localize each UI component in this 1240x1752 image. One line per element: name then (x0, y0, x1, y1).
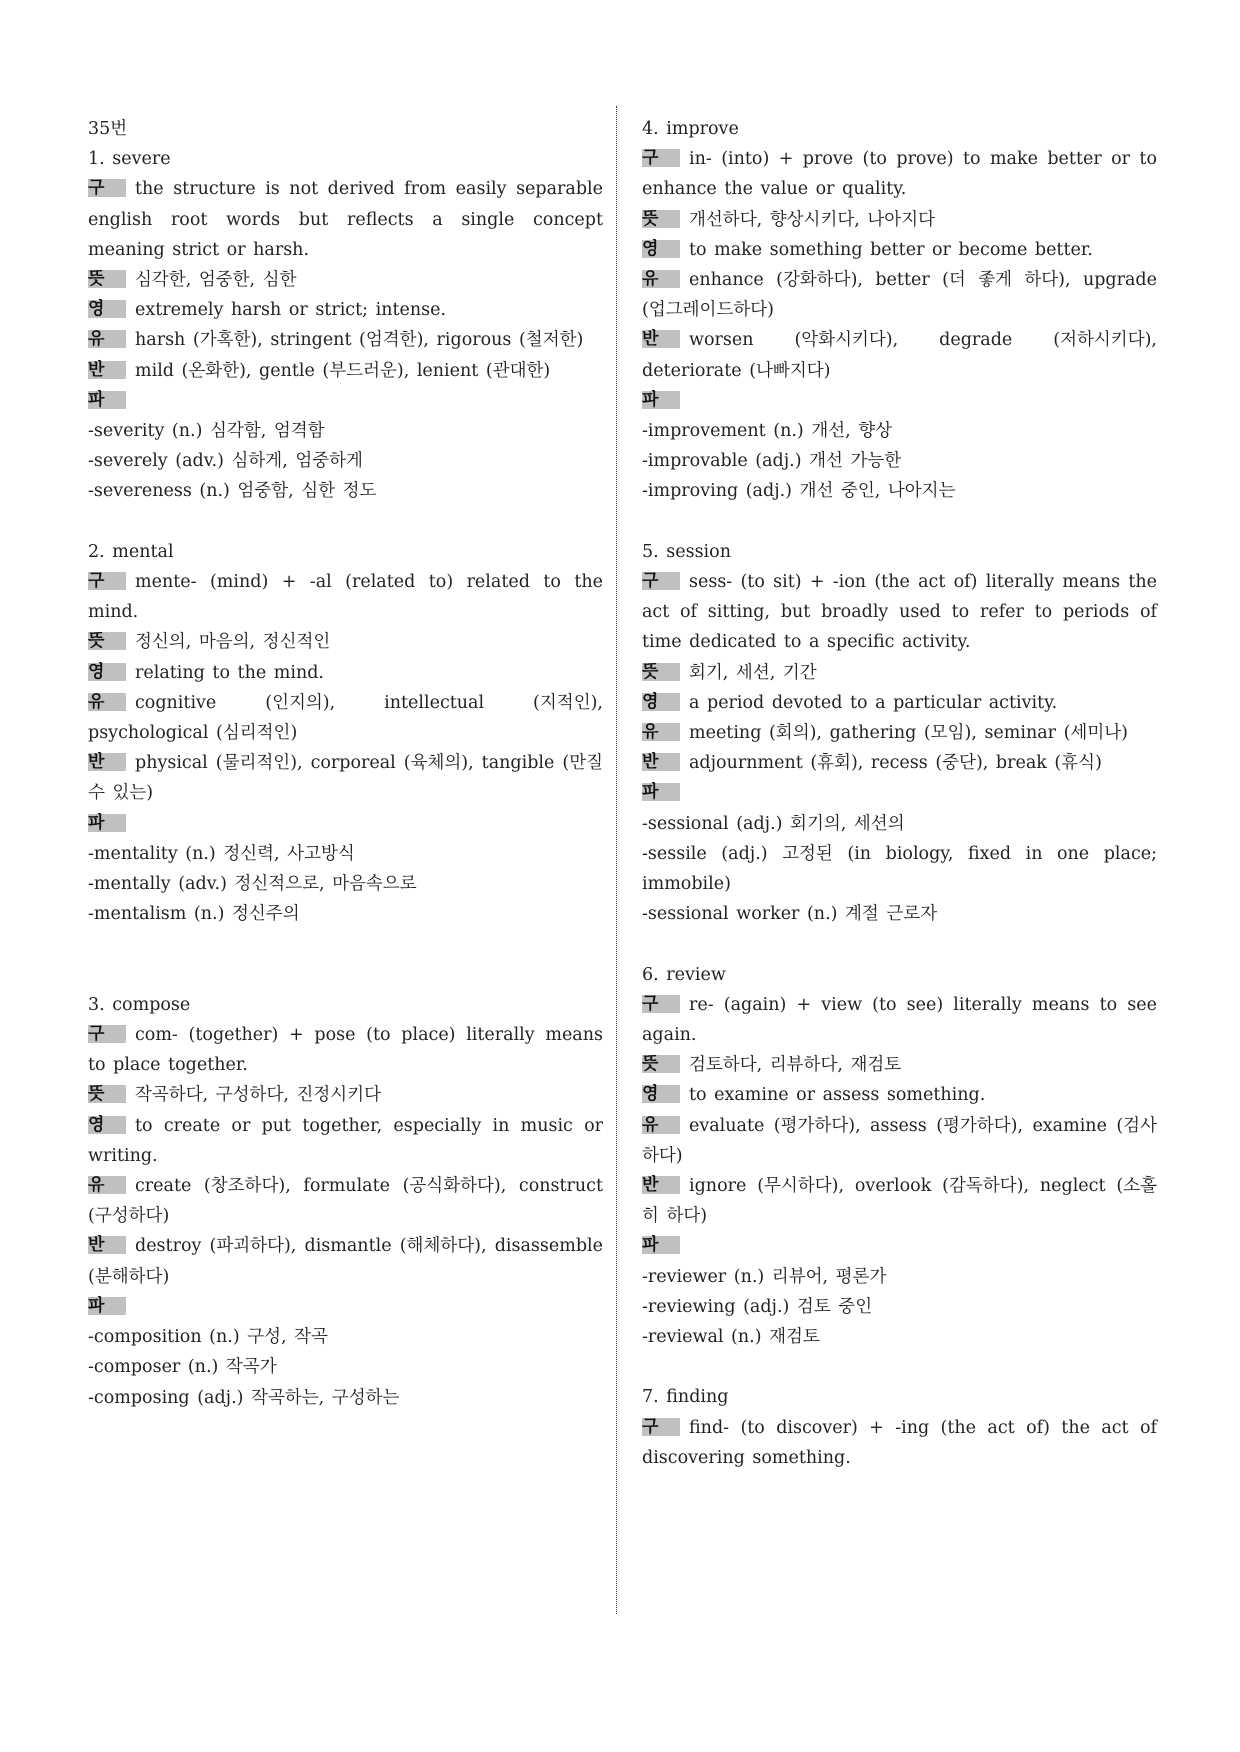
vocab-entry-mental (88, 537, 603, 930)
meaning-row (88, 627, 603, 657)
derivative-item: -mentally (adv.) 정신적으로, 마음속으로 (88, 874, 417, 895)
derivatives-row (642, 778, 1157, 808)
derivative-item: -reviewer (n.) 리뷰어, 평론가 (642, 1266, 887, 1287)
derivatives-row (642, 386, 1157, 416)
derivative-item: -severity (n.) 심각함, 엄격함 (88, 421, 325, 442)
antonyms-text: worsen (악화시키다), degrade (저하시키다), deteriorate (나빠지다) (642, 330, 1157, 381)
synonyms-row (88, 688, 603, 748)
structure-text: sess- (to sit) + -ion (the act of) literally means the act of sitting, but broadly used to refer to periods of time dedicated to a specific activity. (642, 572, 1157, 653)
structure-badge: 구 (642, 149, 680, 167)
meaning-row (642, 658, 1157, 688)
right-column (642, 114, 1157, 1473)
antonyms-text: mild (온화한), gentle (부드러운), lenient (관대한) (135, 360, 551, 381)
derivative-item: -severely (adv.) 심하게, 엄중하게 (88, 451, 363, 472)
antonyms-row (88, 748, 603, 808)
vocab-entry-improve (642, 114, 1157, 507)
synonyms-row (88, 1171, 603, 1231)
derivatives-row (88, 386, 603, 416)
synonyms-text: evaluate (평가하다), assess (평가하다), examine (검사하다) (642, 1115, 1157, 1166)
structure-text: find- (to discover) + -ing (the act of) the act of discovering something. (642, 1417, 1157, 1468)
synonyms-text: meeting (회의), gathering (모임), seminar (세미나) (689, 723, 1128, 744)
meaning-row (88, 1080, 603, 1110)
synonyms-badge: 유 (88, 1176, 126, 1194)
entry-spacer (642, 507, 1157, 537)
derivatives-row (642, 1231, 1157, 1261)
structure-row (642, 567, 1157, 658)
synonyms-row (642, 265, 1157, 325)
meaning-text: 작곡하다, 구성하다, 진정시키다 (135, 1085, 382, 1106)
meaning-row (88, 265, 603, 295)
meaning-text: 회기, 세션, 기간 (689, 662, 817, 683)
meaning-badge: 뜻 (642, 663, 680, 681)
structure-badge: 구 (642, 1418, 680, 1436)
english-text: extremely harsh or strict; intense. (135, 300, 447, 321)
structure-badge: 구 (88, 179, 126, 197)
vocab-entry-session (642, 537, 1157, 930)
english-text: relating to the mind. (135, 662, 324, 683)
english-badge: 영 (642, 240, 680, 258)
meaning-row (642, 205, 1157, 235)
entry-spacer (88, 929, 603, 989)
derivative-item: -composition (n.) 구성, 작곡 (88, 1327, 328, 1348)
meaning-badge: 뜻 (642, 1055, 680, 1073)
structure-badge: 구 (642, 572, 680, 590)
derivative-item: -improvable (adj.) 개선 가능한 (642, 451, 902, 472)
english-badge: 영 (88, 663, 126, 681)
antonyms-badge: 반 (88, 361, 126, 379)
structure-text: mente- (mind) + -al (related to) related to the mind. (88, 572, 603, 623)
synonyms-text: cognitive (인지의), intellectual (지적인), psychological (심리적인) (88, 692, 603, 744)
synonyms-text: enhance (강화하다), better (더 좋게 하다), upgrade (업그레이드하다) (642, 270, 1157, 321)
english-row (642, 235, 1157, 265)
english-row (88, 295, 603, 325)
antonyms-row (88, 356, 603, 386)
english-row (642, 1080, 1157, 1110)
derivative-item: -sessile (adj.) 고정된 (in biology, fixed in one place; immobile) (642, 843, 1157, 895)
entry-spacer (88, 507, 603, 537)
vocab-entry-finding (642, 1382, 1157, 1473)
antonyms-row (88, 1231, 603, 1291)
synonyms-row (88, 325, 603, 355)
derivatives-badge: 파 (88, 1297, 126, 1315)
english-row (88, 1111, 603, 1171)
structure-row (642, 1413, 1157, 1473)
meaning-text: 정신의, 마음의, 정신적인 (135, 632, 331, 653)
meaning-row (642, 1050, 1157, 1080)
derivative-item: -mentality (n.) 정신력, 사고방식 (88, 843, 355, 864)
meaning-badge: 뜻 (88, 270, 126, 288)
entry-heading: 4. improve (642, 119, 739, 139)
synonyms-badge: 유 (88, 693, 126, 711)
structure-badge: 구 (642, 995, 680, 1013)
synonyms-badge: 유 (642, 270, 680, 288)
structure-row (88, 174, 603, 265)
entry-spacer (642, 1352, 1157, 1382)
entry-heading: 1. severe (88, 149, 171, 170)
derivatives-row (88, 1292, 603, 1322)
meaning-text: 개선하다, 향상시키다, 나아지다 (689, 209, 936, 230)
english-badge: 영 (88, 300, 126, 318)
meaning-badge: 뜻 (88, 1085, 126, 1103)
structure-row (88, 567, 603, 627)
synonyms-badge: 유 (88, 330, 126, 348)
vocab-entry-review (642, 960, 1157, 1353)
derivative-item: -sessional (adj.) 회기의, 세션의 (642, 813, 905, 834)
entry-heading: 2. mental (88, 541, 174, 562)
structure-text: the structure is not derived from easily separable english root words but reflects a single concept meaning strict or harsh. (88, 179, 603, 260)
derivative-item: -improving (adj.) 개선 중인, 나아지는 (642, 481, 956, 502)
derivatives-badge: 파 (642, 783, 680, 801)
antonyms-badge: 반 (642, 1176, 680, 1194)
derivative-item: -mentalism (n.) 정신주의 (88, 904, 300, 925)
antonyms-row (642, 325, 1157, 385)
synonyms-row (642, 718, 1157, 748)
derivatives-badge: 파 (88, 391, 126, 409)
derivative-item: -composing (adj.) 작곡하는, 구성하는 (88, 1387, 400, 1408)
entry-spacer (642, 929, 1157, 959)
antonyms-text: ignore (무시하다), overlook (감독하다), neglect (소홀히 하다) (642, 1176, 1157, 1227)
english-text: a period devoted to a particular activity. (689, 692, 1058, 713)
synonyms-badge: 유 (642, 1116, 680, 1134)
derivative-item: -composer (n.) 작곡가 (88, 1357, 277, 1378)
derivatives-badge: 파 (88, 814, 126, 832)
structure-badge: 구 (88, 572, 126, 590)
meaning-text: 심각한, 엄중한, 심한 (135, 270, 297, 291)
meaning-badge: 뜻 (88, 632, 126, 650)
antonyms-text: physical (물리적인), corporeal (육체의), tangible (만질 수 있는) (88, 753, 603, 804)
meaning-badge: 뜻 (642, 210, 680, 228)
derivatives-badge: 파 (642, 391, 680, 409)
antonyms-badge: 반 (88, 753, 126, 771)
english-row (642, 688, 1157, 718)
derivative-item: -improvement (n.) 개선, 향상 (642, 421, 893, 442)
synonyms-badge: 유 (642, 723, 680, 741)
antonyms-text: destroy (파괴하다), dismantle (해체하다), disassemble (분해하다) (88, 1236, 603, 1287)
left-column (88, 114, 603, 1413)
synonyms-text: harsh (가혹한), stringent (엄격한), rigorous (철저한) (135, 330, 584, 351)
english-badge: 영 (642, 693, 680, 711)
derivatives-badge: 파 (642, 1236, 680, 1254)
derivative-item: -reviewal (n.) 재검토 (642, 1327, 820, 1348)
structure-text: in- (into) + prove (to prove) to make better or to enhance the value or quality. (642, 149, 1157, 200)
structure-row (642, 144, 1157, 204)
derivative-item: -sessional worker (n.) 계절 근로자 (642, 904, 938, 925)
vocab-entry-severe (88, 144, 603, 506)
structure-row (642, 990, 1157, 1050)
structure-text: re- (again) + view (to see) literally means to see again. (642, 994, 1157, 1046)
structure-text: com- (together) + pose (to place) literally means to place together. (88, 1025, 603, 1076)
antonyms-row (642, 748, 1157, 778)
page-title: 35번 (88, 119, 128, 139)
vocab-entry-compose (88, 990, 603, 1413)
english-badge: 영 (642, 1085, 680, 1103)
antonyms-badge: 반 (642, 330, 680, 348)
entry-heading: 3. compose (88, 994, 191, 1015)
english-text: to examine or assess something. (689, 1085, 986, 1106)
derivative-item: -reviewing (adj.) 검토 중인 (642, 1296, 873, 1317)
synonyms-row (642, 1111, 1157, 1171)
english-text: to create or put together, especially in music or writing. (88, 1115, 603, 1166)
antonyms-badge: 반 (88, 1236, 126, 1254)
entry-heading: 6. review (642, 964, 726, 985)
column-divider (616, 106, 617, 1614)
english-row (88, 658, 603, 688)
meaning-text: 검토하다, 리뷰하다, 재검토 (689, 1055, 902, 1076)
antonyms-badge: 반 (642, 753, 680, 771)
english-text: to make something better or become better. (689, 239, 1093, 260)
entry-heading: 5. session (642, 541, 731, 562)
structure-badge: 구 (88, 1025, 126, 1043)
antonyms-row (642, 1171, 1157, 1231)
structure-row (88, 1020, 603, 1080)
derivative-item: -severeness (n.) 엄중함, 심한 정도 (88, 481, 377, 502)
english-badge: 영 (88, 1116, 126, 1134)
entry-heading: 7. finding (642, 1387, 729, 1408)
synonyms-text: create (창조하다), formulate (공식화하다), construct (구성하다) (88, 1176, 603, 1227)
derivatives-row (88, 809, 603, 839)
antonyms-text: adjournment (휴회), recess (중단), break (휴식) (689, 753, 1102, 774)
